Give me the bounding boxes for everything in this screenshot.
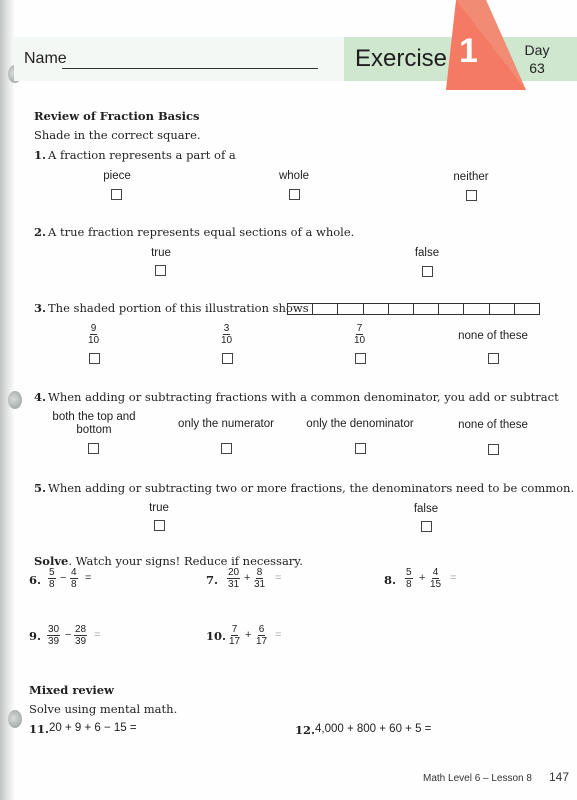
solve-label: Solve [34,554,69,568]
equals-sign: = [94,629,101,641]
fraction [229,624,240,647]
problem-number: 10. [206,629,227,643]
equals-sign: = [450,572,457,584]
question-text: When adding or subtracting two or more fractions, the denominators need to be common. [48,481,575,495]
denominator: 8 [71,579,77,590]
question-text: When adding or subtracting fractions with a common denominator, you add or subtract [48,390,559,404]
numerator: 6 [258,624,265,635]
answer-checkbox[interactable] [88,443,99,454]
fraction [70,567,78,590]
exercise-flag [0,0,577,100]
fraction-option [354,323,365,346]
answer-checkbox[interactable] [111,189,122,200]
problem-number: 8. [384,573,397,587]
operator: − [60,572,67,584]
exercise-label: Exercise [355,45,448,72]
numerator: 30 [48,624,60,635]
option-label: neither [453,171,489,183]
denominator: 17 [229,636,241,647]
answer-checkbox[interactable] [466,190,477,201]
fraction [405,567,413,590]
day-number: 63 [529,60,545,76]
fraction [256,624,267,647]
answer-checkbox[interactable] [488,353,499,364]
question-number: 3. [34,301,47,315]
fraction [254,567,265,590]
problem-number: 9. [29,629,42,643]
question-text: A fraction represents a part of a [48,148,236,162]
operator: − [65,629,72,641]
option-label: piece [103,170,131,182]
denominator: 8 [406,579,412,590]
section-title: Review of Fraction Basics [34,109,200,123]
question-text: A true fraction represents equal sections of a whole. [48,225,355,239]
answer-checkbox[interactable] [221,443,232,454]
day-label: Day [524,42,550,58]
problem-number: 7. [206,573,219,587]
problem-expression: 4,000 + 800 + 60 + 5 = [315,723,432,735]
page-number: 147 [549,770,570,784]
fraction [48,567,56,590]
operator: + [244,572,251,584]
problem-number: 6. [29,573,42,587]
mixed-review-title: Mixed review [29,683,114,697]
binder-hole [8,710,22,728]
option-label: only the numerator [178,418,274,430]
fraction-option [221,323,232,346]
denominator: 10 [88,335,100,346]
option-label: false [413,503,439,515]
solve-instruction [34,554,303,568]
question-number: 4. [34,390,47,404]
numerator: 7 [356,323,363,334]
answer-checkbox[interactable] [421,521,432,532]
option-label: only the denominator [306,418,414,430]
option-label: true [151,247,171,259]
numerator: 4 [432,567,439,578]
numerator: 20 [228,567,240,578]
question-text: The shaded portion of this illustration shows [48,301,309,315]
option-label: whole [278,170,310,182]
option-label: both the top and bottom [52,411,136,436]
denominator: 10 [354,335,366,346]
name-label: Name [24,50,67,67]
answer-checkbox[interactable] [222,353,233,364]
numerator: 5 [406,567,412,578]
question-number: 1. [34,148,47,162]
equals-sign: = [275,629,282,641]
answer-checkbox[interactable] [89,353,100,364]
answer-checkbox[interactable] [289,189,300,200]
operator: + [419,572,426,584]
solve-text: . Watch your signs! Reduce if necessary. [68,554,303,568]
denominator: 31 [228,579,240,590]
problem-number: 11. [29,722,50,736]
numerator: 3 [223,323,230,334]
problem-expression: 20 + 9 + 6 − 15 = [49,722,137,734]
fraction [430,567,441,590]
exercise-number: 1 [459,32,478,70]
answer-checkbox[interactable] [355,353,366,364]
problem-number: 12. [295,723,316,737]
fraction [47,624,60,647]
answer-checkbox[interactable] [155,265,166,276]
fraction [74,624,87,647]
operator: + [245,629,252,641]
option-label: none of these [458,330,528,342]
question-number: 2. [34,225,47,239]
numerator: 9 [90,323,97,334]
numerator: 8 [256,567,263,578]
option-label: none of these [458,419,528,431]
binder-hole [8,391,22,409]
equals-sign: = [85,572,92,584]
question-number: 5. [34,481,47,495]
denominator: 39 [48,636,60,647]
answer-checkbox[interactable] [355,443,366,454]
numerator: 7 [231,624,238,635]
fraction [227,567,240,590]
fraction-strip-illustration [287,303,540,315]
numerator: 4 [71,567,77,578]
fraction-option [88,323,99,346]
answer-checkbox[interactable] [488,444,499,455]
footer-lesson: Math Level 6 – Lesson 8 [423,773,532,784]
numerator: 28 [75,624,87,635]
option-label: true [149,502,169,514]
equals-sign: = [275,572,282,584]
answer-checkbox[interactable] [154,520,165,531]
option-label: false [414,247,440,259]
denominator: 8 [49,579,55,590]
answer-checkbox[interactable] [422,266,433,277]
numerator: 5 [49,567,55,578]
denominator: 39 [75,636,87,647]
mixed-review-instruction: Solve using mental math. [29,702,178,716]
denominator: 10 [221,335,233,346]
denominator: 17 [256,636,268,647]
denominator: 31 [254,579,266,590]
denominator: 15 [430,579,442,590]
section-instruction: Shade in the correct square. [34,128,201,142]
